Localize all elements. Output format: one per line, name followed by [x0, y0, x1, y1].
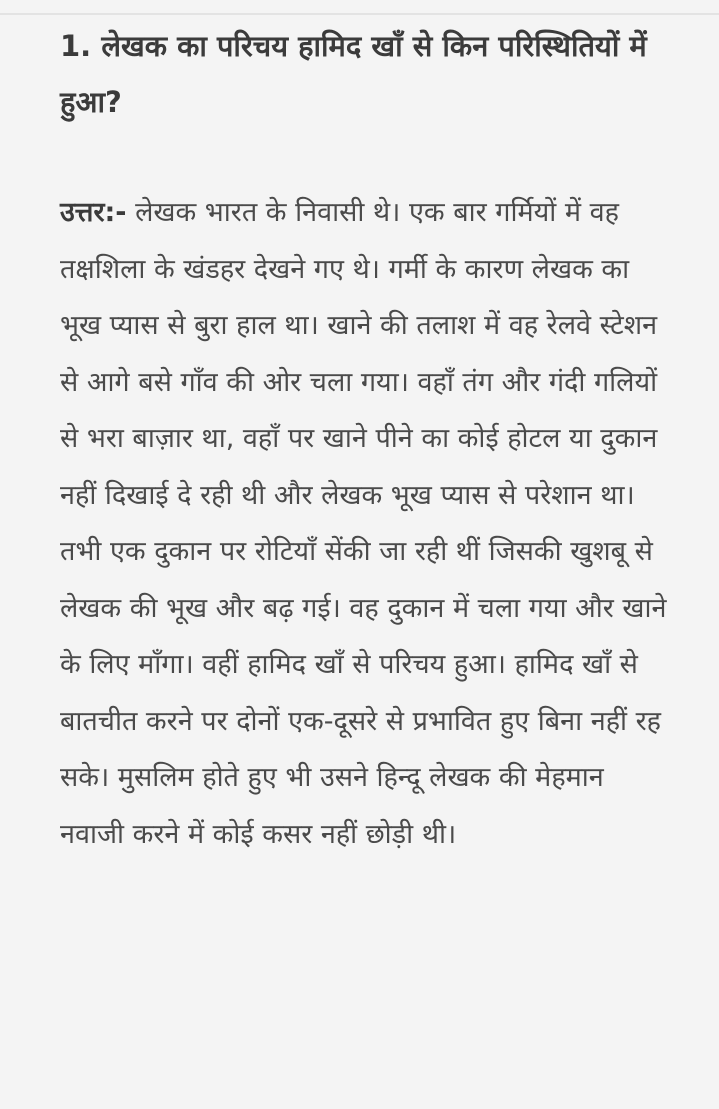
- answer-paragraph: [60, 185, 670, 863]
- question-text: लेखक का परिचय हामिद खाँ से किन परिस्थितियों में हुआ?: [60, 29, 647, 119]
- answer-text: लेखक भारत के निवासी थे। एक बार गर्मियों में वह तक्षशिला के खंडहर देखने गए थे। गर्मी के कारण लेखक का भूख प्यास से बुरा हाल था। खाने की तलाश में वह रेलवे स्टेशन से आगे बसे गाँव की ओर चला गया। वहाँ तंग और गंदी गलियों से भरा बाज़ार था, वहाँ पर खाने पीने का कोई होटल या दुकान नहीं दिखाई दे रही थी और लेखक भूख प्यास से परेशान था। तभी एक दुकान पर रोटियाँ सेंकी जा रही थीं जिसकी खुशबू से लेखक की भूख और बढ़ गई। वह दुकान में चला गया और खाने के लिए माँगा। वहीं हामिद खाँ से परिचय हुआ। हामिद खाँ से बातचीत करने पर दोनों एक-दूसरे से प्रभावित हुए बिना नहीं रह सके। मुसलिम होते हुए भी उसने हिन्दू लेखक की मेहमान नवाजी करने में कोई कसर नहीं छोड़ी थी।: [60, 197, 667, 850]
- answer-label: उत्तर:-: [60, 197, 127, 228]
- question-number: 1.: [60, 29, 92, 63]
- article-content: [60, 18, 670, 863]
- question-heading: [60, 18, 670, 130]
- top-divider: [0, 13, 719, 15]
